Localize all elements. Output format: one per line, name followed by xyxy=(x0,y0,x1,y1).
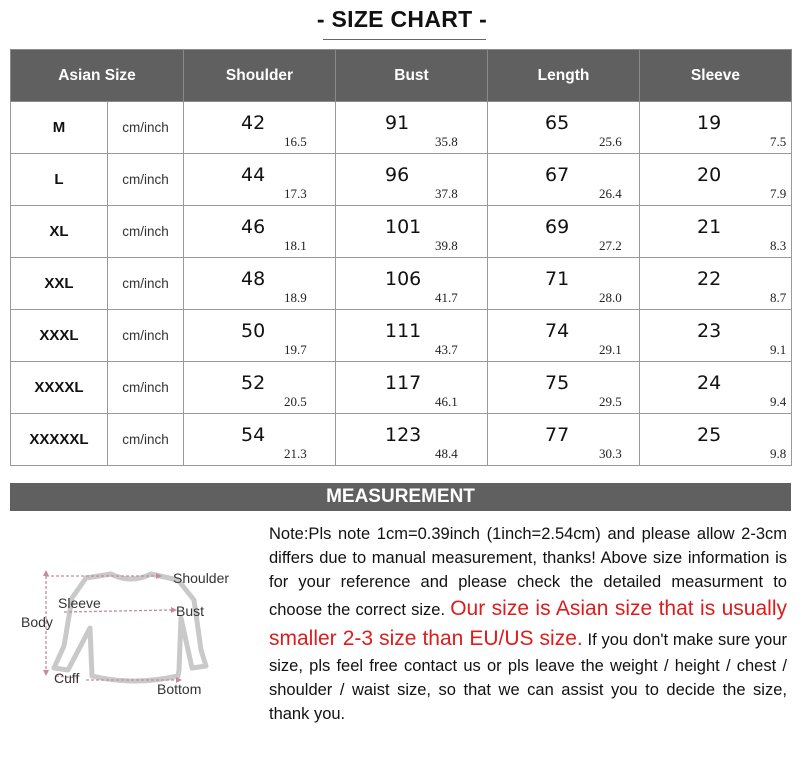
bust-cm-value: 91 xyxy=(385,112,410,134)
length-inch-value: 28.0 xyxy=(599,290,622,305)
sleeve-cm-value: 19 xyxy=(697,112,722,134)
length-inch-value: 25.6 xyxy=(599,134,622,149)
length-inch-value: 27.2 xyxy=(599,238,622,253)
shoulder-inch-value: 19.7 xyxy=(284,342,307,357)
length-cell xyxy=(488,102,640,154)
length-cell xyxy=(488,414,640,466)
sleeve-cm-value: 20 xyxy=(697,164,722,186)
header-sleeve: Sleeve xyxy=(640,50,792,102)
sleeve-inch-value: 8.7 xyxy=(770,290,787,305)
length-cell xyxy=(488,154,640,206)
label-sleeve: Sleeve xyxy=(58,595,101,611)
bust-cell xyxy=(336,154,488,206)
label-cuff: Cuff xyxy=(54,670,80,686)
page-title: - SIZE CHART - xyxy=(316,6,488,32)
bust-inch-value: 35.8 xyxy=(435,134,458,149)
sleeve-inch-value: 9.8 xyxy=(770,446,787,461)
bust-cm-value: 123 xyxy=(385,424,422,446)
bust-cm-value: 96 xyxy=(385,164,410,186)
sleeve-cm-value: 24 xyxy=(697,372,722,394)
header-bust: Bust xyxy=(336,50,488,102)
note-text-part1: Note:Pls note 1cm=0.39inch (1inch=2.54cm) and please allow 2-3cm differs due to manual measurement, thanks! Above size information is for your reference and please check the detailed measurment to choose the correct size. xyxy=(269,525,787,619)
shoulder-cell xyxy=(184,310,336,362)
bust-inch-value: 37.8 xyxy=(435,186,458,201)
sleeve-cell xyxy=(640,414,792,466)
note-asian-size-warning: Our size is Asian size that is usually smaller 2-3 size than EU/US size. xyxy=(269,597,788,650)
header-row xyxy=(11,50,792,102)
table-row xyxy=(11,362,792,414)
size-chart-table xyxy=(10,49,792,466)
shoulder-cm-value: 48 xyxy=(241,268,266,290)
sleeve-cell xyxy=(640,102,792,154)
length-inch-value: 29.5 xyxy=(599,394,622,409)
sleeve-cm-value: 25 xyxy=(697,424,722,446)
length-cm-value: 71 xyxy=(545,268,570,290)
bust-cell xyxy=(336,206,488,258)
shoulder-cell xyxy=(184,206,336,258)
length-inch-value: 29.1 xyxy=(599,342,622,357)
table-row xyxy=(11,102,792,154)
label-shoulder: Shoulder xyxy=(173,570,230,586)
shoulder-cm-value: 44 xyxy=(241,164,266,186)
size-label: XXXL xyxy=(11,310,108,362)
bust-inch-value: 48.4 xyxy=(435,446,458,461)
label-body: Body xyxy=(21,614,53,630)
garment-measurement-diagram xyxy=(16,558,246,708)
length-cm-value: 69 xyxy=(545,216,570,238)
shoulder-cell xyxy=(184,414,336,466)
sleeve-cell xyxy=(640,258,792,310)
length-cell xyxy=(488,206,640,258)
length-cell xyxy=(488,258,640,310)
unit-label: cm/inch xyxy=(108,102,184,154)
unit-label: cm/inch xyxy=(108,362,184,414)
measurement-heading: MEASUREMENT xyxy=(10,483,791,511)
sleeve-cell xyxy=(640,206,792,258)
bust-cell xyxy=(336,258,488,310)
note-text-part2: If you don't make sure your size, pls feel free contact us or pls leave the weight / height / chest / shoulder / waist size, so that we can assist you to decide the size, thank you. xyxy=(269,631,787,723)
shoulder-cm-value: 52 xyxy=(241,372,266,394)
table-row xyxy=(11,206,792,258)
sleeve-inch-value: 7.5 xyxy=(770,134,787,149)
arrow-heads xyxy=(43,570,182,683)
header-asian-size: Asian Size xyxy=(11,50,184,102)
title-underline xyxy=(323,39,486,40)
shoulder-cell xyxy=(184,362,336,414)
shoulder-cm-value: 50 xyxy=(241,320,266,342)
shoulder-inch-value: 16.5 xyxy=(284,134,307,149)
shoulder-cell xyxy=(184,154,336,206)
table-row xyxy=(11,154,792,206)
shoulder-inch-value: 20.5 xyxy=(284,394,307,409)
label-bottom: Bottom xyxy=(157,681,202,697)
sleeve-inch-value: 8.3 xyxy=(770,238,787,253)
table-row xyxy=(11,258,792,310)
shoulder-inch-value: 18.9 xyxy=(284,290,307,305)
length-cm-value: 67 xyxy=(545,164,570,186)
sleeve-inch-value: 7.9 xyxy=(770,186,787,201)
bust-cell xyxy=(336,414,488,466)
shoulder-cell xyxy=(184,102,336,154)
bust-cm-value: 106 xyxy=(385,268,422,290)
bust-inch-value: 46.1 xyxy=(435,394,458,409)
shoulder-cell xyxy=(184,258,336,310)
unit-label: cm/inch xyxy=(108,414,184,466)
length-inch-value: 30.3 xyxy=(599,446,622,461)
sleeve-cm-value: 23 xyxy=(697,320,722,342)
garment-outline xyxy=(54,574,206,681)
bust-cm-value: 101 xyxy=(385,216,422,238)
bust-cm-value: 117 xyxy=(385,372,422,394)
header-shoulder: Shoulder xyxy=(184,50,336,102)
length-cell xyxy=(488,310,640,362)
length-cell xyxy=(488,362,640,414)
table-row xyxy=(11,310,792,362)
sleeve-cell xyxy=(640,362,792,414)
unit-label: cm/inch xyxy=(108,206,184,258)
shoulder-cm-value: 54 xyxy=(241,424,266,446)
shoulder-inch-value: 17.3 xyxy=(284,186,307,201)
sleeve-cm-value: 22 xyxy=(697,268,722,290)
sleeve-cell xyxy=(640,154,792,206)
unit-label: cm/inch xyxy=(108,154,184,206)
shoulder-cm-value: 46 xyxy=(241,216,266,238)
length-cm-value: 65 xyxy=(545,112,570,134)
bust-cell xyxy=(336,102,488,154)
length-inch-value: 26.4 xyxy=(599,186,622,201)
length-cm-value: 77 xyxy=(545,424,570,446)
size-label: M xyxy=(11,102,108,154)
length-cm-value: 74 xyxy=(545,320,570,342)
unit-label: cm/inch xyxy=(108,258,184,310)
unit-label: cm/inch xyxy=(108,310,184,362)
bust-inch-value: 43.7 xyxy=(435,342,458,357)
sleeve-cell xyxy=(640,310,792,362)
bust-inch-value: 39.8 xyxy=(435,238,458,253)
label-bust: Bust xyxy=(176,603,205,619)
bust-cell xyxy=(336,362,488,414)
sleeve-inch-value: 9.4 xyxy=(770,394,787,409)
bust-inch-value: 41.7 xyxy=(435,290,458,305)
size-label: L xyxy=(11,154,108,206)
bust-cm-value: 111 xyxy=(385,320,422,342)
shoulder-inch-value: 18.1 xyxy=(284,238,307,253)
size-label: XXL xyxy=(11,258,108,310)
size-label: XXXXXL xyxy=(11,414,108,466)
size-label: XXXXL xyxy=(11,362,108,414)
table-row xyxy=(11,414,792,466)
sleeve-cm-value: 21 xyxy=(697,216,722,238)
length-cm-value: 75 xyxy=(545,372,570,394)
bust-cell xyxy=(336,310,488,362)
header-length: Length xyxy=(488,50,640,102)
sleeve-inch-value: 9.1 xyxy=(770,342,787,357)
measurement-note xyxy=(269,522,787,726)
shoulder-inch-value: 21.3 xyxy=(284,446,307,461)
size-label: XL xyxy=(11,206,108,258)
shoulder-cm-value: 42 xyxy=(241,112,266,134)
